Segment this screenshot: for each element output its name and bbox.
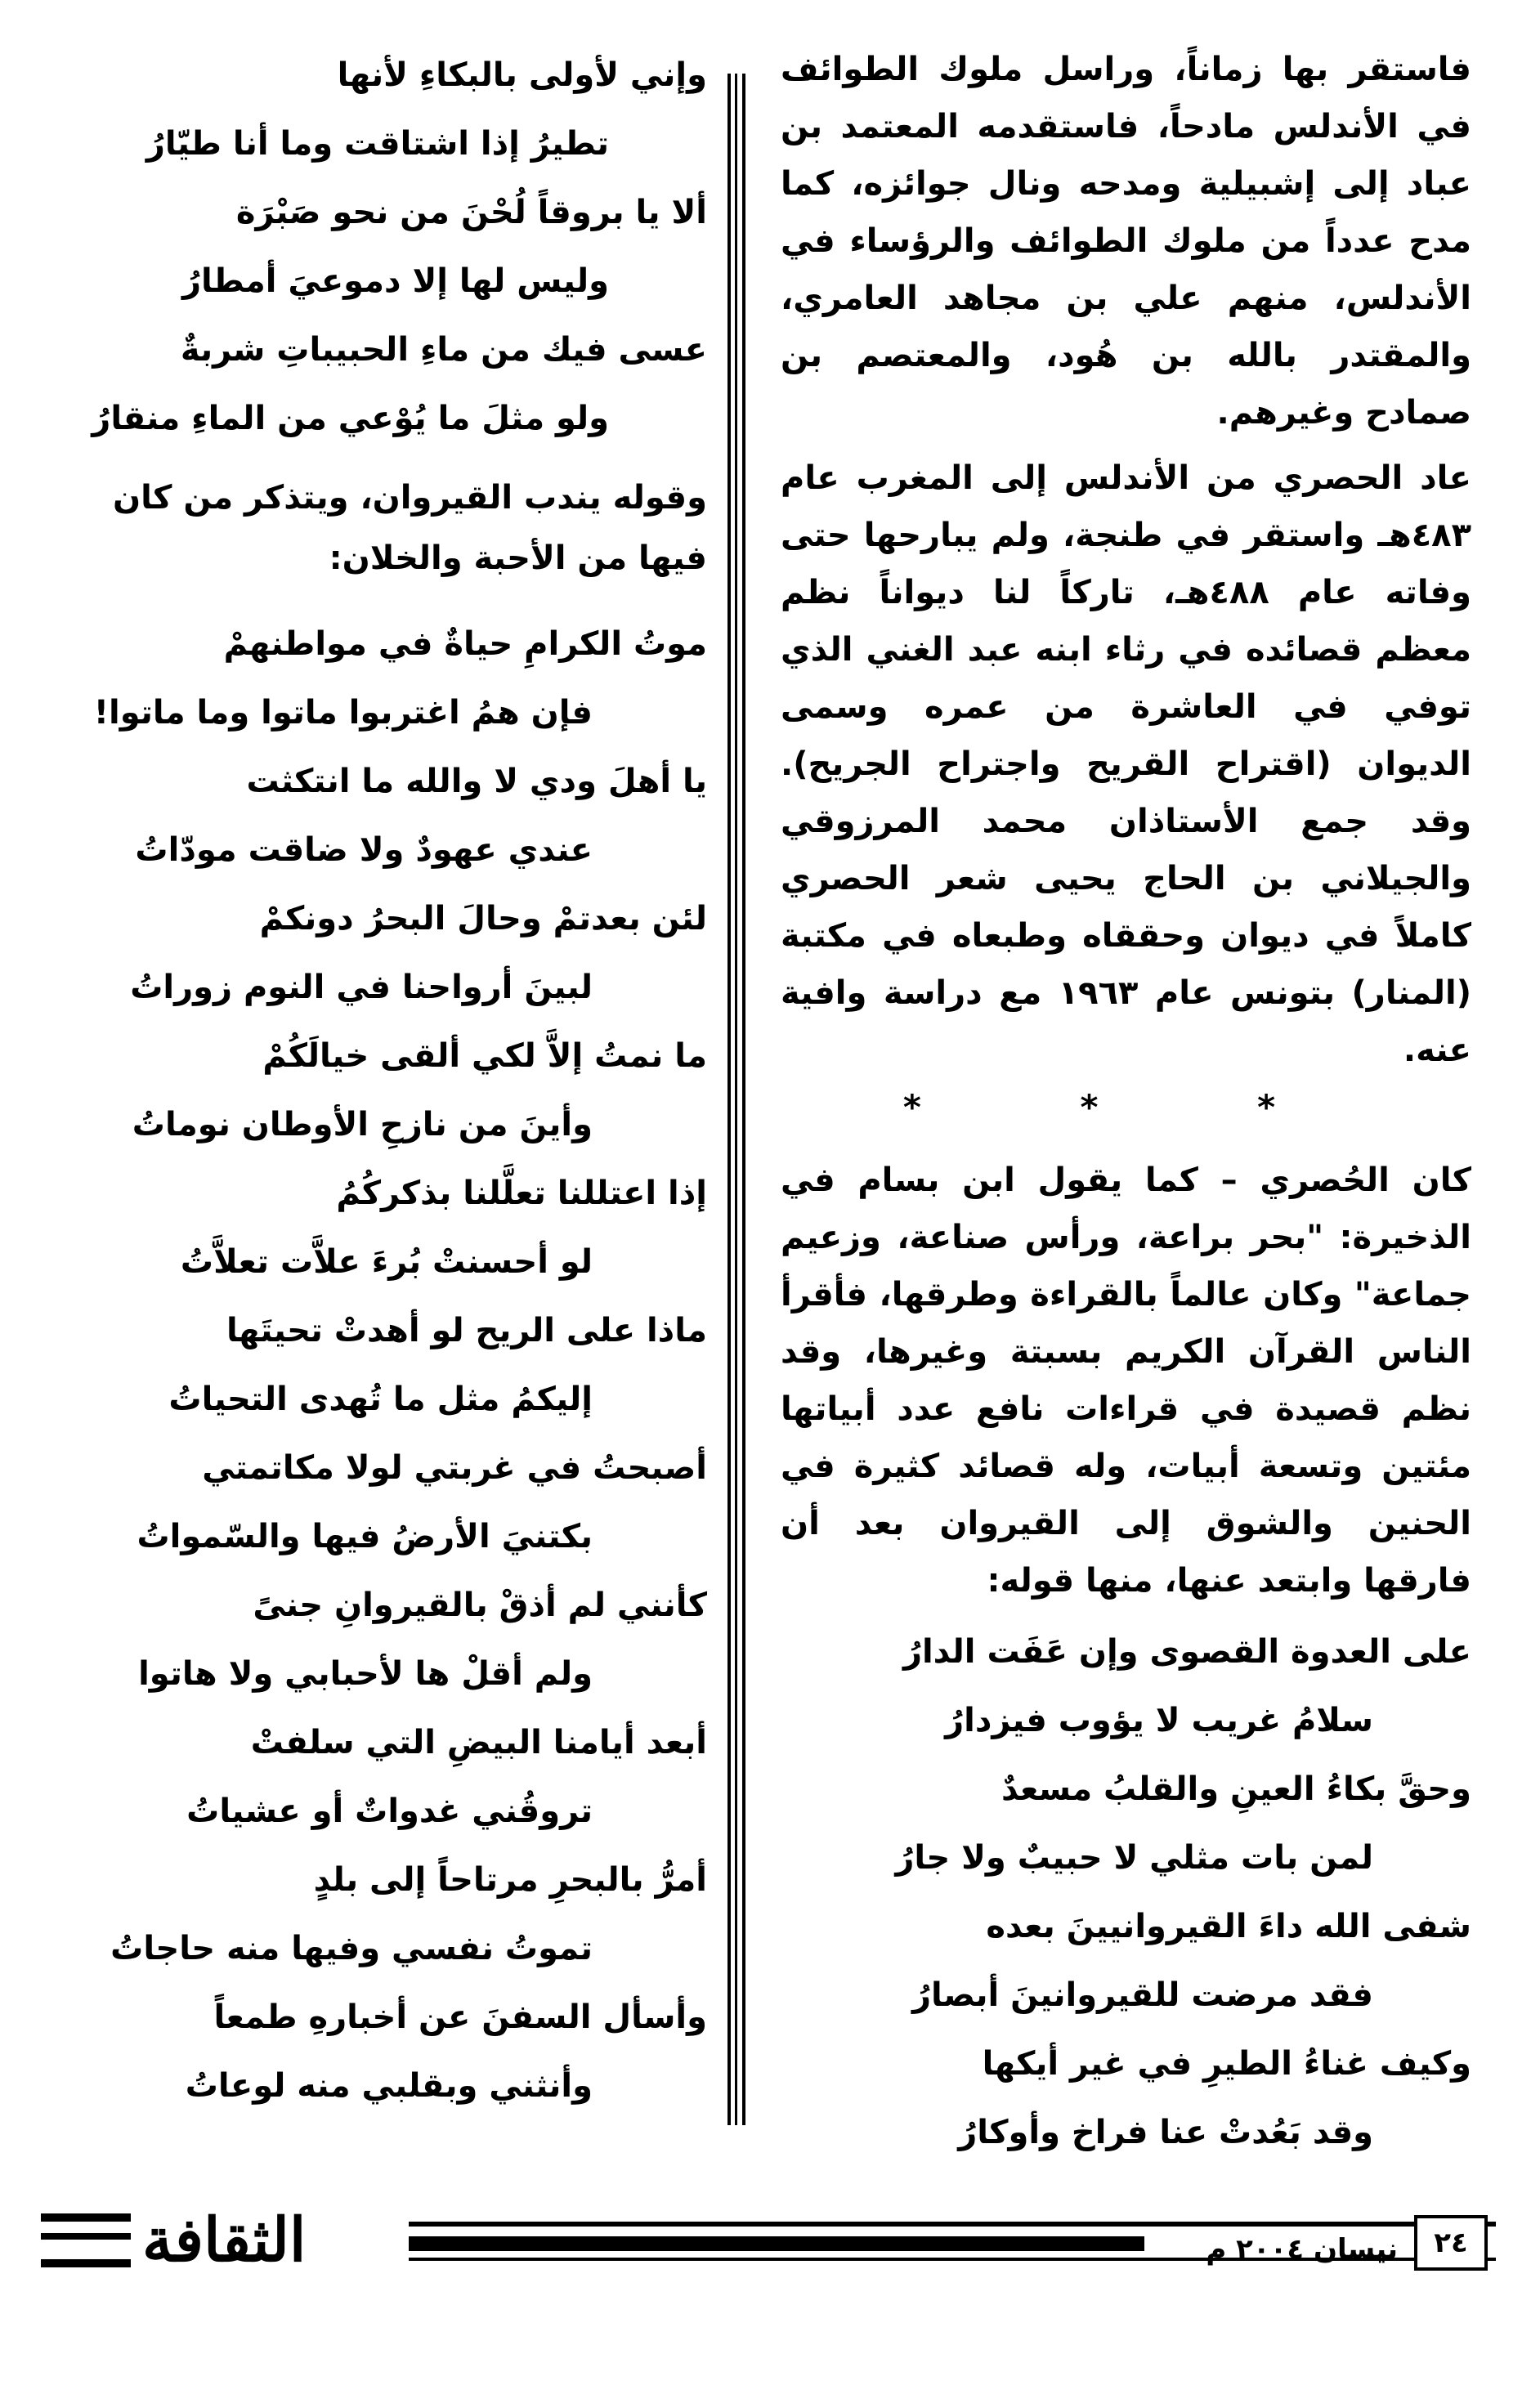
- verse-line: فقد مرضت للقيروانينَ أبصارُ: [912, 1976, 1373, 2014]
- verse-line: وكيف غناءُ الطيرِ في غير أيكها: [982, 2045, 1471, 2083]
- section-separator: * * *: [902, 1087, 1350, 1127]
- magazine-logo: [41, 2205, 317, 2276]
- paragraph-2-block: [781, 450, 1471, 1079]
- verse-line: إذا اعتللنا تعلَّلنا بذكركُمُ: [336, 1175, 707, 1212]
- verse-line: وقد بَعُدتْ عنا فراخ وأوكارُ: [958, 2114, 1373, 2151]
- verse-line: عسى فيك من ماءِ الحبيباتِ شربةٌ: [180, 331, 707, 369]
- verse-line: لو أحسنتْ بُرءَ علاَّت تعلاَّتُ: [180, 1243, 593, 1281]
- verse-line: تروقُني غدواتٌ أو عشياتُ: [186, 1792, 593, 1830]
- paragraph-1-block: [781, 41, 1471, 441]
- verse-line: على العدوة القصوى وإن عَفَت الدارُ: [902, 1633, 1471, 1671]
- verse-line: وأينَ من نازحِ الأوطان نوماتُ: [132, 1106, 593, 1144]
- verse-line: إليكمُ مثل ما تُهدى التحياتُ: [168, 1381, 593, 1418]
- poem-2-intro: وقوله يندب القيروان، ويتذكر من كان فيها من الأحبة والخلان:: [113, 479, 707, 577]
- issue-date: نيسان ٢٠٠٤ م: [1206, 2233, 1398, 2266]
- right-column: [781, 41, 1472, 2151]
- verse-line: تموتُ نفسي وفيها منه حاجاتُ: [110, 1930, 593, 1967]
- poem-1-continued: [41, 41, 707, 453]
- verse-line: وإني لأولى بالبكاءِ لأنها: [337, 56, 707, 94]
- page-number: ٢٤: [1414, 2215, 1488, 2271]
- verse-line: موتُ الكرامِ حياةٌ في مواطنهمْ: [223, 625, 707, 663]
- verse-line: بكتنيَ الأرضُ فيها والسّمواتُ: [137, 1518, 593, 1555]
- verse-line: وليس لها إلا دموعيَ أمطارُ: [181, 262, 609, 300]
- verse-line: ولو مثلَ ما يُوْعي من الماءِ منقارُ: [92, 400, 609, 437]
- verse-line: سلامُ غريب لا يؤوب فيزدارُ: [945, 1702, 1373, 1739]
- paragraph-1: فاستقر بها زماناً، وراسل ملوك الطوائف في الأندلس مادحاً، فاستقدمه المعتمد بن عباد إلى إشبيلية ومدحه ونال جوائزه، كما مدح عدداً من ملوك الطوائف والرؤساء في الأندلس، منهم علي بن مجاهد العامري، والمقتدر بالله بن هُود، والمعتصم بن صمادح وغيرهم.: [781, 51, 1471, 432]
- paragraph-3-block: [781, 1152, 1471, 1609]
- poem-1: [781, 1618, 1471, 2167]
- logo-text: الثقافة: [142, 2205, 307, 2276]
- verse-line: ماذا على الريح لو أهدتْ تحيتَها: [226, 1312, 707, 1349]
- verse-line: وأسأل السفنَ عن أخبارهِ طمعاً: [213, 1998, 707, 2036]
- verse-line: أبعد أيامنا البيضِ التي سلفتْ: [250, 1724, 707, 1761]
- column-divider: [727, 74, 745, 2125]
- verse-line: شفى الله داءَ القيروانيينَ بعده: [986, 1908, 1471, 1945]
- verse-line: لمن بات مثلي لا حبيبٌ ولا جارُ: [895, 1839, 1373, 1877]
- verse-line: ألا يا بروقاً لُحْنَ من نحو صَبْرَة: [235, 194, 707, 231]
- verse-line: كأنني لم أذقْ بالقيروانِ جنىً: [253, 1587, 707, 1624]
- verse-line: عندي عهودٌ ولا ضاقت مودّاتُ: [135, 831, 593, 869]
- verse-line: وأنثني وبقلبي منه لوعاتُ: [185, 2067, 593, 2105]
- verse-line: ما نمتُ إلاَّ لكي ألقى خيالَكُمْ: [262, 1037, 707, 1075]
- verse-line: ولم أقلْ ها لأحبابي ولا هاتوا: [138, 1655, 593, 1693]
- poem-2: [41, 610, 707, 2120]
- verse-line: لبينَ أرواحنا في النوم زوراتُ: [130, 969, 593, 1006]
- verse-line: فإن همُ اغتربوا ماتوا وما ماتوا!: [93, 694, 593, 732]
- verse-line: تطيرُ إذا اشتاقت وما أنا طيّارُ: [145, 125, 609, 163]
- page-footer: [41, 2199, 1496, 2289]
- verse-line: يا أهلَ ودي لا والله ما انتكثت: [246, 763, 707, 800]
- paragraph-3: كان الحُصري – كما يقول ابن بسام في الذخيرة: "بحر براعة، ورأس صناعة، وزعيم جماعة" وكان عالماً بالقراءة وطرقها، فأقرأ الناس القرآن الكريم بسبتة وغيرها، وقد نظم قصيدة في قراءات نافع عدد أبياتها مئتين وتسعة أبيات، وله قصائد كثيرة في الحنين والشوق إلى القيروان بعد أن فارقها وابتعد عنها، منها قوله:: [781, 1161, 1471, 1600]
- verse-line: أمرُّ بالبحرِ مرتاحاً إلى بلدٍ: [313, 1861, 707, 1899]
- paragraph-2: عاد الحصري من الأندلس إلى المغرب عام ٤٨٣هـ واستقر في طنجة، ولم يبارحها حتى وفاته عام ٤٨٨هـ، تاركاً لنا ديواناً نظم معظم قصائده في رثاء ابنه عبد الغني الذي توفي في العاشرة من عمره وسمى الديوان (اقتراح القريح واجتراح الجريح). وقد جمع الأستاذان محمد المرزوقي والجيلاني بن الحاج يحيى شعر الحصري كاملاً في ديوان وحققاه وطبعاه في مكتبة (المنار) بتونس عام ١٩٦٣ مع دراسة وافية عنه.: [781, 459, 1472, 1069]
- logo-bar-icon: [41, 2213, 131, 2267]
- verse-line: وحقَّ بكاءُ العينِ والقلبُ مسعدٌ: [1001, 1770, 1471, 1808]
- left-column: [41, 41, 707, 2104]
- verse-line: أصبحتُ في غربتي لولا مكاتمتي: [202, 1449, 707, 1487]
- verse-line: لئن بعدتمْ وحالَ البحرُ دونكمْ: [259, 900, 707, 938]
